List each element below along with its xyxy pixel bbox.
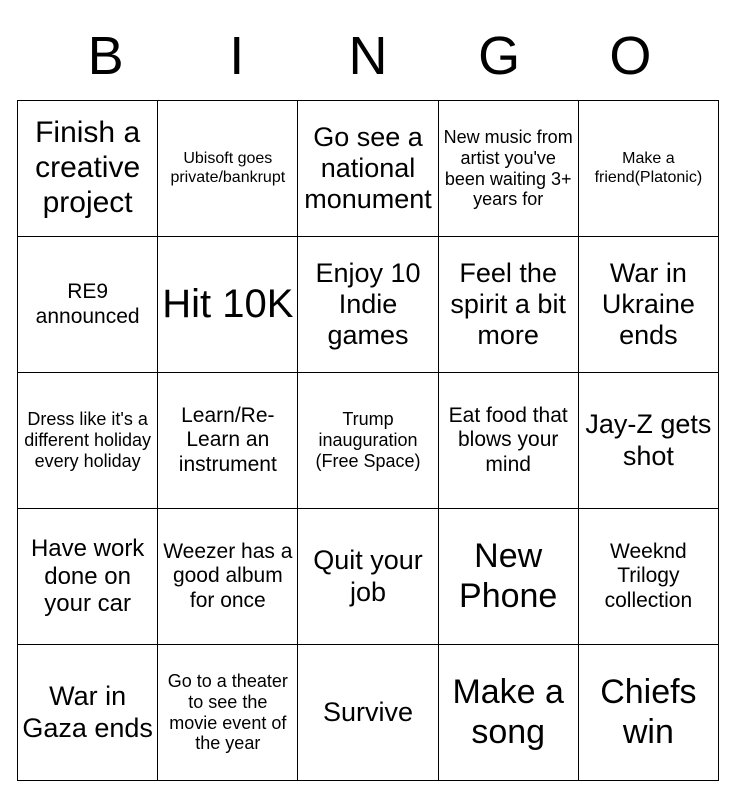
bingo-cell[interactable]	[438, 645, 578, 781]
bingo-cell[interactable]	[298, 373, 438, 509]
bingo-cell[interactable]	[578, 645, 718, 781]
bingo-cell-text: RE9 announced	[35, 280, 140, 328]
bingo-cell-text: Quit your job	[313, 545, 423, 607]
bingo-cell[interactable]	[298, 509, 438, 645]
bingo-cell[interactable]	[438, 237, 578, 373]
bingo-cell-text: Eat food that blows your mind	[448, 403, 568, 476]
bingo-cell-text: Have work done on your car	[30, 534, 145, 618]
bingo-cell-text: Dress like it's a different holiday every holiday	[24, 409, 151, 471]
bingo-cell[interactable]	[158, 373, 298, 509]
header-letter-n: N	[348, 26, 388, 86]
bingo-row	[18, 101, 719, 237]
bingo-cell-text: New music from artist you've been waiting 3+ years for	[443, 126, 573, 210]
bingo-cell-text: Weezer has a good album for once	[163, 539, 293, 612]
bingo-cell-text: Trump inauguration (Free Space)	[315, 409, 421, 471]
bingo-cell[interactable]	[298, 101, 438, 237]
bingo-cell-text: War in Ukraine ends	[601, 257, 695, 351]
bingo-cell-text: Survive	[322, 696, 414, 727]
bingo-cell[interactable]	[18, 237, 158, 373]
bingo-cell[interactable]	[578, 237, 718, 373]
header-letter-b: B	[87, 26, 124, 86]
bingo-cell-text: Enjoy 10 Indie games	[315, 257, 421, 351]
bingo-cell[interactable]	[158, 237, 298, 373]
bingo-row	[18, 237, 719, 373]
bingo-cell[interactable]	[298, 645, 438, 781]
bingo-cell-text: New Phone	[459, 537, 558, 615]
bingo-cell[interactable]	[158, 509, 298, 645]
bingo-grid	[17, 100, 719, 781]
bingo-cell[interactable]	[578, 509, 718, 645]
bingo-cell[interactable]	[438, 101, 578, 237]
header-letter-g: G	[478, 26, 521, 86]
bingo-cell-text: War in Gaza ends	[22, 681, 153, 743]
bingo-cell[interactable]	[438, 509, 578, 645]
header-letter-i: I	[229, 26, 245, 86]
bingo-row	[18, 509, 719, 645]
bingo-cell-text: Hit 10K	[162, 282, 294, 327]
bingo-cell-text: Finish a creative project	[35, 116, 141, 219]
bingo-cell-text: Make a friend(Platonic)	[594, 149, 703, 186]
bingo-cell[interactable]	[18, 645, 158, 781]
bingo-cell-text: Learn/Re-Learn an instrument	[178, 403, 277, 476]
bingo-cell-text: Ubisoft goes private/bankrupt	[170, 149, 286, 186]
bingo-header	[40, 26, 696, 86]
bingo-cell[interactable]	[18, 101, 158, 237]
bingo-row	[18, 645, 719, 781]
bingo-cell-text: Jay-Z gets shot	[585, 409, 712, 471]
bingo-cell[interactable]	[298, 237, 438, 373]
bingo-cell[interactable]	[158, 101, 298, 237]
bingo-cell-text: Feel the spirit a bit more	[450, 257, 566, 351]
bingo-cell-text: Go see a national monument	[304, 121, 432, 215]
bingo-cell[interactable]	[18, 373, 158, 509]
bingo-cell[interactable]	[438, 373, 578, 509]
bingo-cell[interactable]	[158, 645, 298, 781]
header-letter-o: O	[609, 26, 652, 86]
bingo-row	[18, 373, 719, 509]
bingo-cell-text: Weeknd Trilogy collection	[604, 539, 693, 612]
bingo-cell[interactable]	[578, 101, 718, 237]
bingo-cell[interactable]	[18, 509, 158, 645]
bingo-cell-text: Make a song	[452, 673, 564, 751]
bingo-cell-text: Go to a theater to see the movie event of the year	[167, 670, 288, 754]
bingo-cell-text: Chiefs win	[600, 673, 697, 751]
bingo-cell[interactable]	[578, 373, 718, 509]
